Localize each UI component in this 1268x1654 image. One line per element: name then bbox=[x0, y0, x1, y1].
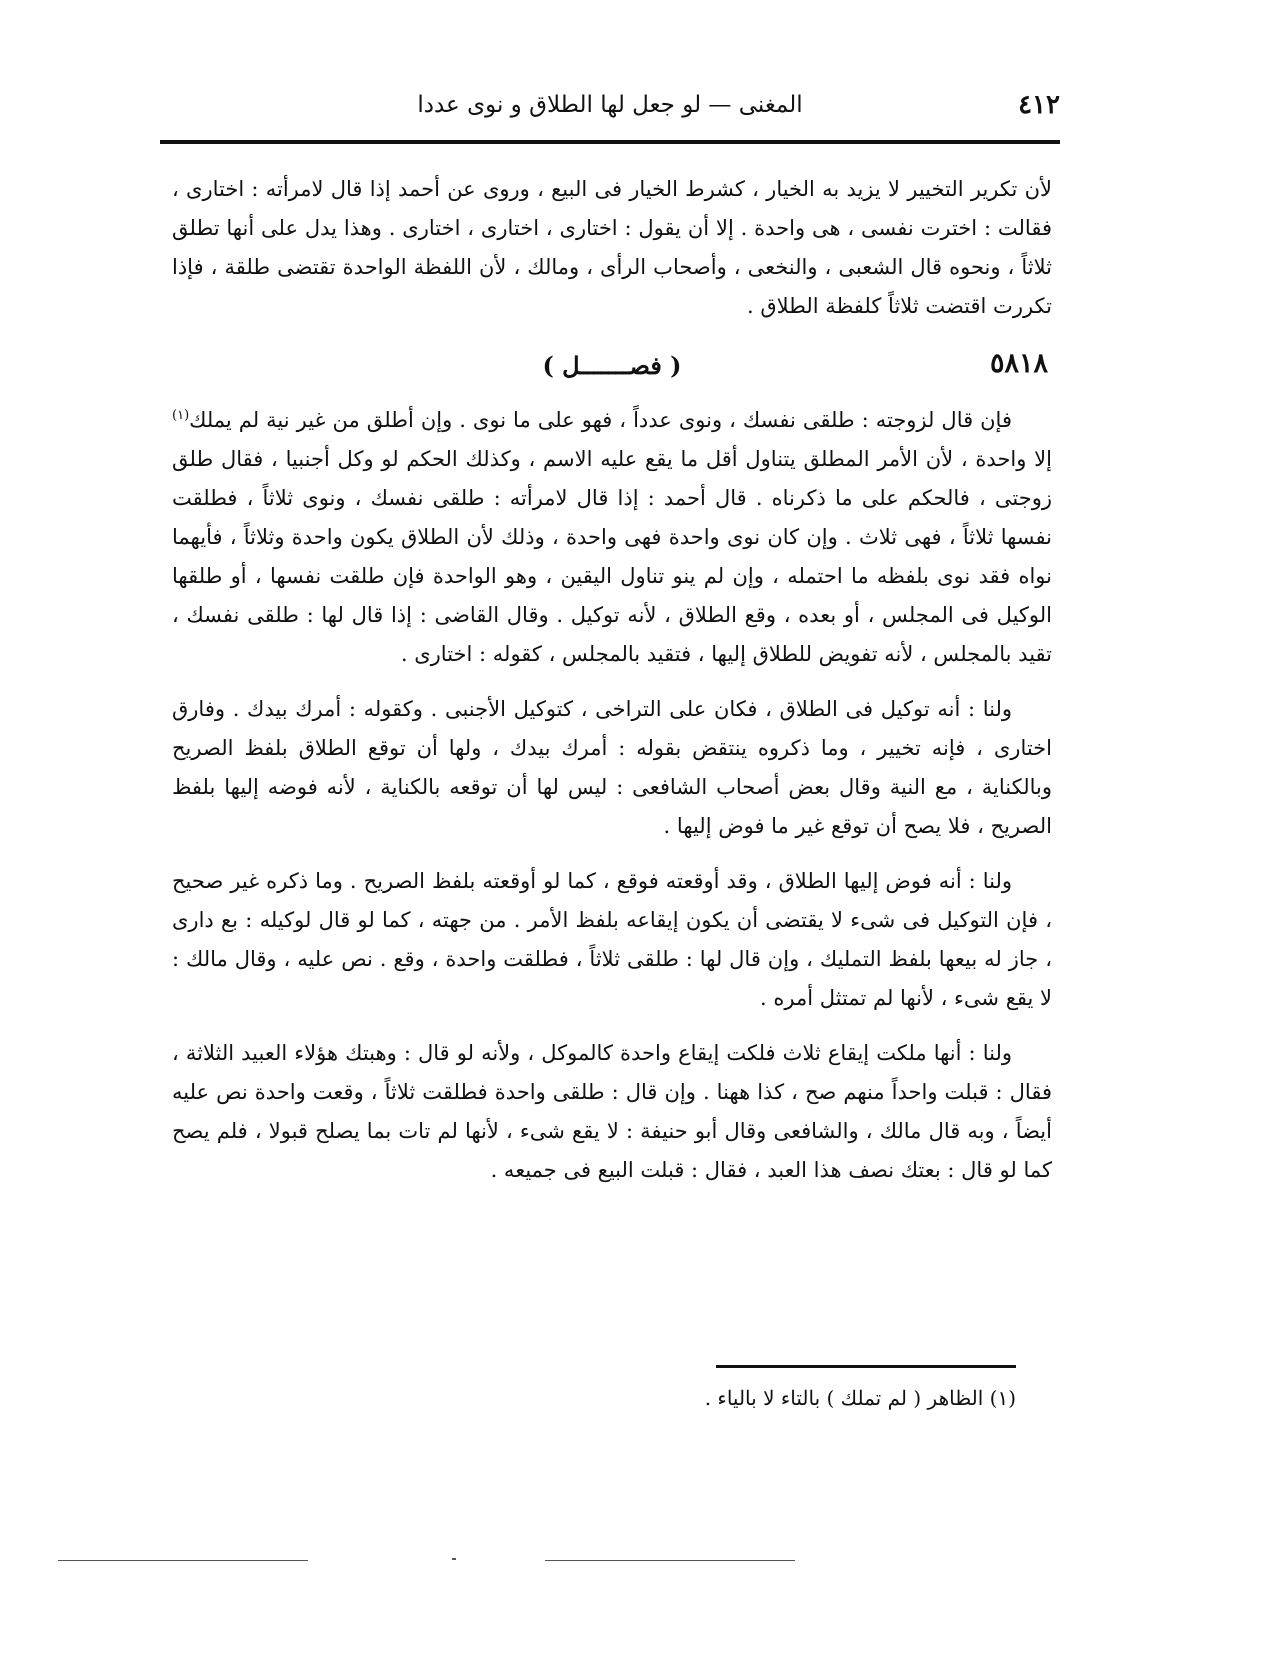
paragraph: لأن تكرير التخيير لا يزيد به الخيار ، كشرط الخيار فى البيع ، وروى عن أحمد إذا قال لامرأته : اختارى ، فقالت : اخترت نفسى ، هى واحدة . إلا أن يقول : اختارى ، اختارى ، اختارى . وهذا يدل على أنها تطلق ثلاثاً ، ونحوه قال الشعبى ، والنخعى ، وأصحاب الرأى ، ومالك ، لأن اللفظة الواحدة تقتضى طلقة ، فإذا تكررت اقتضت ثلاثاً كلفظة الطلاق . bbox=[172, 177, 1052, 318]
footnote-rule bbox=[716, 1365, 1016, 1368]
header-rule bbox=[160, 140, 1060, 144]
section-number: ٥٨١٨ bbox=[989, 348, 1048, 379]
paragraph-text: إلا واحدة ، لأن الأمر المطلق يتناول أقل ما يقع عليه الاسم ، وكذلك الحكم لو وكل أجنبيا ، فقال طلق زوجتى ، فالحكم على ما ذكرناه . قال أحمد : إذا قال لامرأته : طلقى نفسك ، ونوى ثلاثاً ، فطلقت نفسها ثلاثاً ، فهى ثلاث . وإن كان نوى واحدة فهى واحدة ، وذلك لأن الطلاق يكون واحدة وثلاثاً ، فأيهما نواه فقد نوى بلفظه ما احتمله ، وإن لم ينو تناول اليقين ، وهو الواحدة فإن طلقت نفسها ، أو طلقها الوكيل فى المجلس ، أو بعده ، وقع الطلاق ، لأنه توكيل . وقال القاضى : إذا قال لها : طلقى نفسك ، تقيد بالمجلس ، لأنه تفويض للطلاق إليها ، فتقيد بالمجلس ، كقوله : اختارى . bbox=[172, 447, 1052, 666]
paragraph: ولنا : أنه توكيل فى الطلاق ، فكان على التراخى ، كتوكيل الأجنبى . وكقوله : أمرك بيدك . وفارق اختارى ، فإنه تخيير ، وما ذكروه ينتقض بقوله : أمرك بيدك ، ولها أن توقع الطلاق بلفظ الصريح وبالكناية ، مع النية وقال بعض أصحاب الشافعى : ليس لها أن توقعه بالكناية ، لأنه فوضه إليها بلفظ الصريح ، فلا يصح أن توقع غير ما فوض إليها . bbox=[172, 697, 1052, 838]
section-title: ( فصـــــــل ) bbox=[542, 351, 682, 380]
page-number: ٤١٢ bbox=[1018, 90, 1060, 120]
paragraph-text: فإن قال لزوجته : طلقى نفسك ، ونوى عدداً ، فهو على ما نوى . وإن أطلق من غير نية لم يملك bbox=[189, 408, 1012, 432]
footnote-marker[interactable]: (١) bbox=[172, 408, 190, 423]
page-header bbox=[160, 88, 1060, 128]
running-title: المغنى — لو جعل لها الطلاق و نوى عددا bbox=[417, 92, 803, 118]
bottom-scan-mark bbox=[452, 1558, 456, 1560]
paragraph: ولنا : أنه فوض إليها الطلاق ، وقد أوقعته فوقع ، كما لو أوقعته بلفظ الصريح . وما ذكره غير صحيح ، فإن التوكيل فى شىء لا يقتضى أن يكون إيقاعه بلفظ الأمر . من جهته ، كما لو قال لوكيله : بع دارى ، جاز له بيعها بلفظ التمليك ، وإن قال لها : طلقى ثلاثاً ، فطلقت واحدة ، وقع . نص عليه ، وقال مالك : لا يقع شىء ، لأنها لم تمتثل أمره . bbox=[172, 869, 1052, 1010]
paragraph bbox=[172, 396, 1052, 674]
paragraph: ولنا : أنها ملكت إيقاع ثلاث فلكت إيقاع واحدة كالموكل ، ولأنه لو قال : وهبتك هؤلاء العبيد الثلاثة ، فقال : قبلت واحداً منهم صح ، كذا ههنا . وإن قال : طلقى واحدة فطلقت ثلاثاً ، وقعت واحدة نص عليه أيضاً ، وبه قال مالك ، والشافعى وقال أبو حنيفة : لا يقع شىء ، لأنها لم تات بما يصلح قبولا ، فلم يصح كما لو قال : بعتك نصف هذا العبد ، فقال : قبلت البيع فى جميعه . bbox=[172, 1041, 1052, 1182]
body-text bbox=[172, 170, 1052, 1206]
section-heading bbox=[172, 344, 1052, 384]
bottom-scan-line bbox=[58, 1560, 308, 1561]
footnote: (١) الظاهر ( لم تملك ) بالتاء لا بالياء . bbox=[704, 1386, 1016, 1410]
bottom-scan-line bbox=[545, 1560, 795, 1561]
